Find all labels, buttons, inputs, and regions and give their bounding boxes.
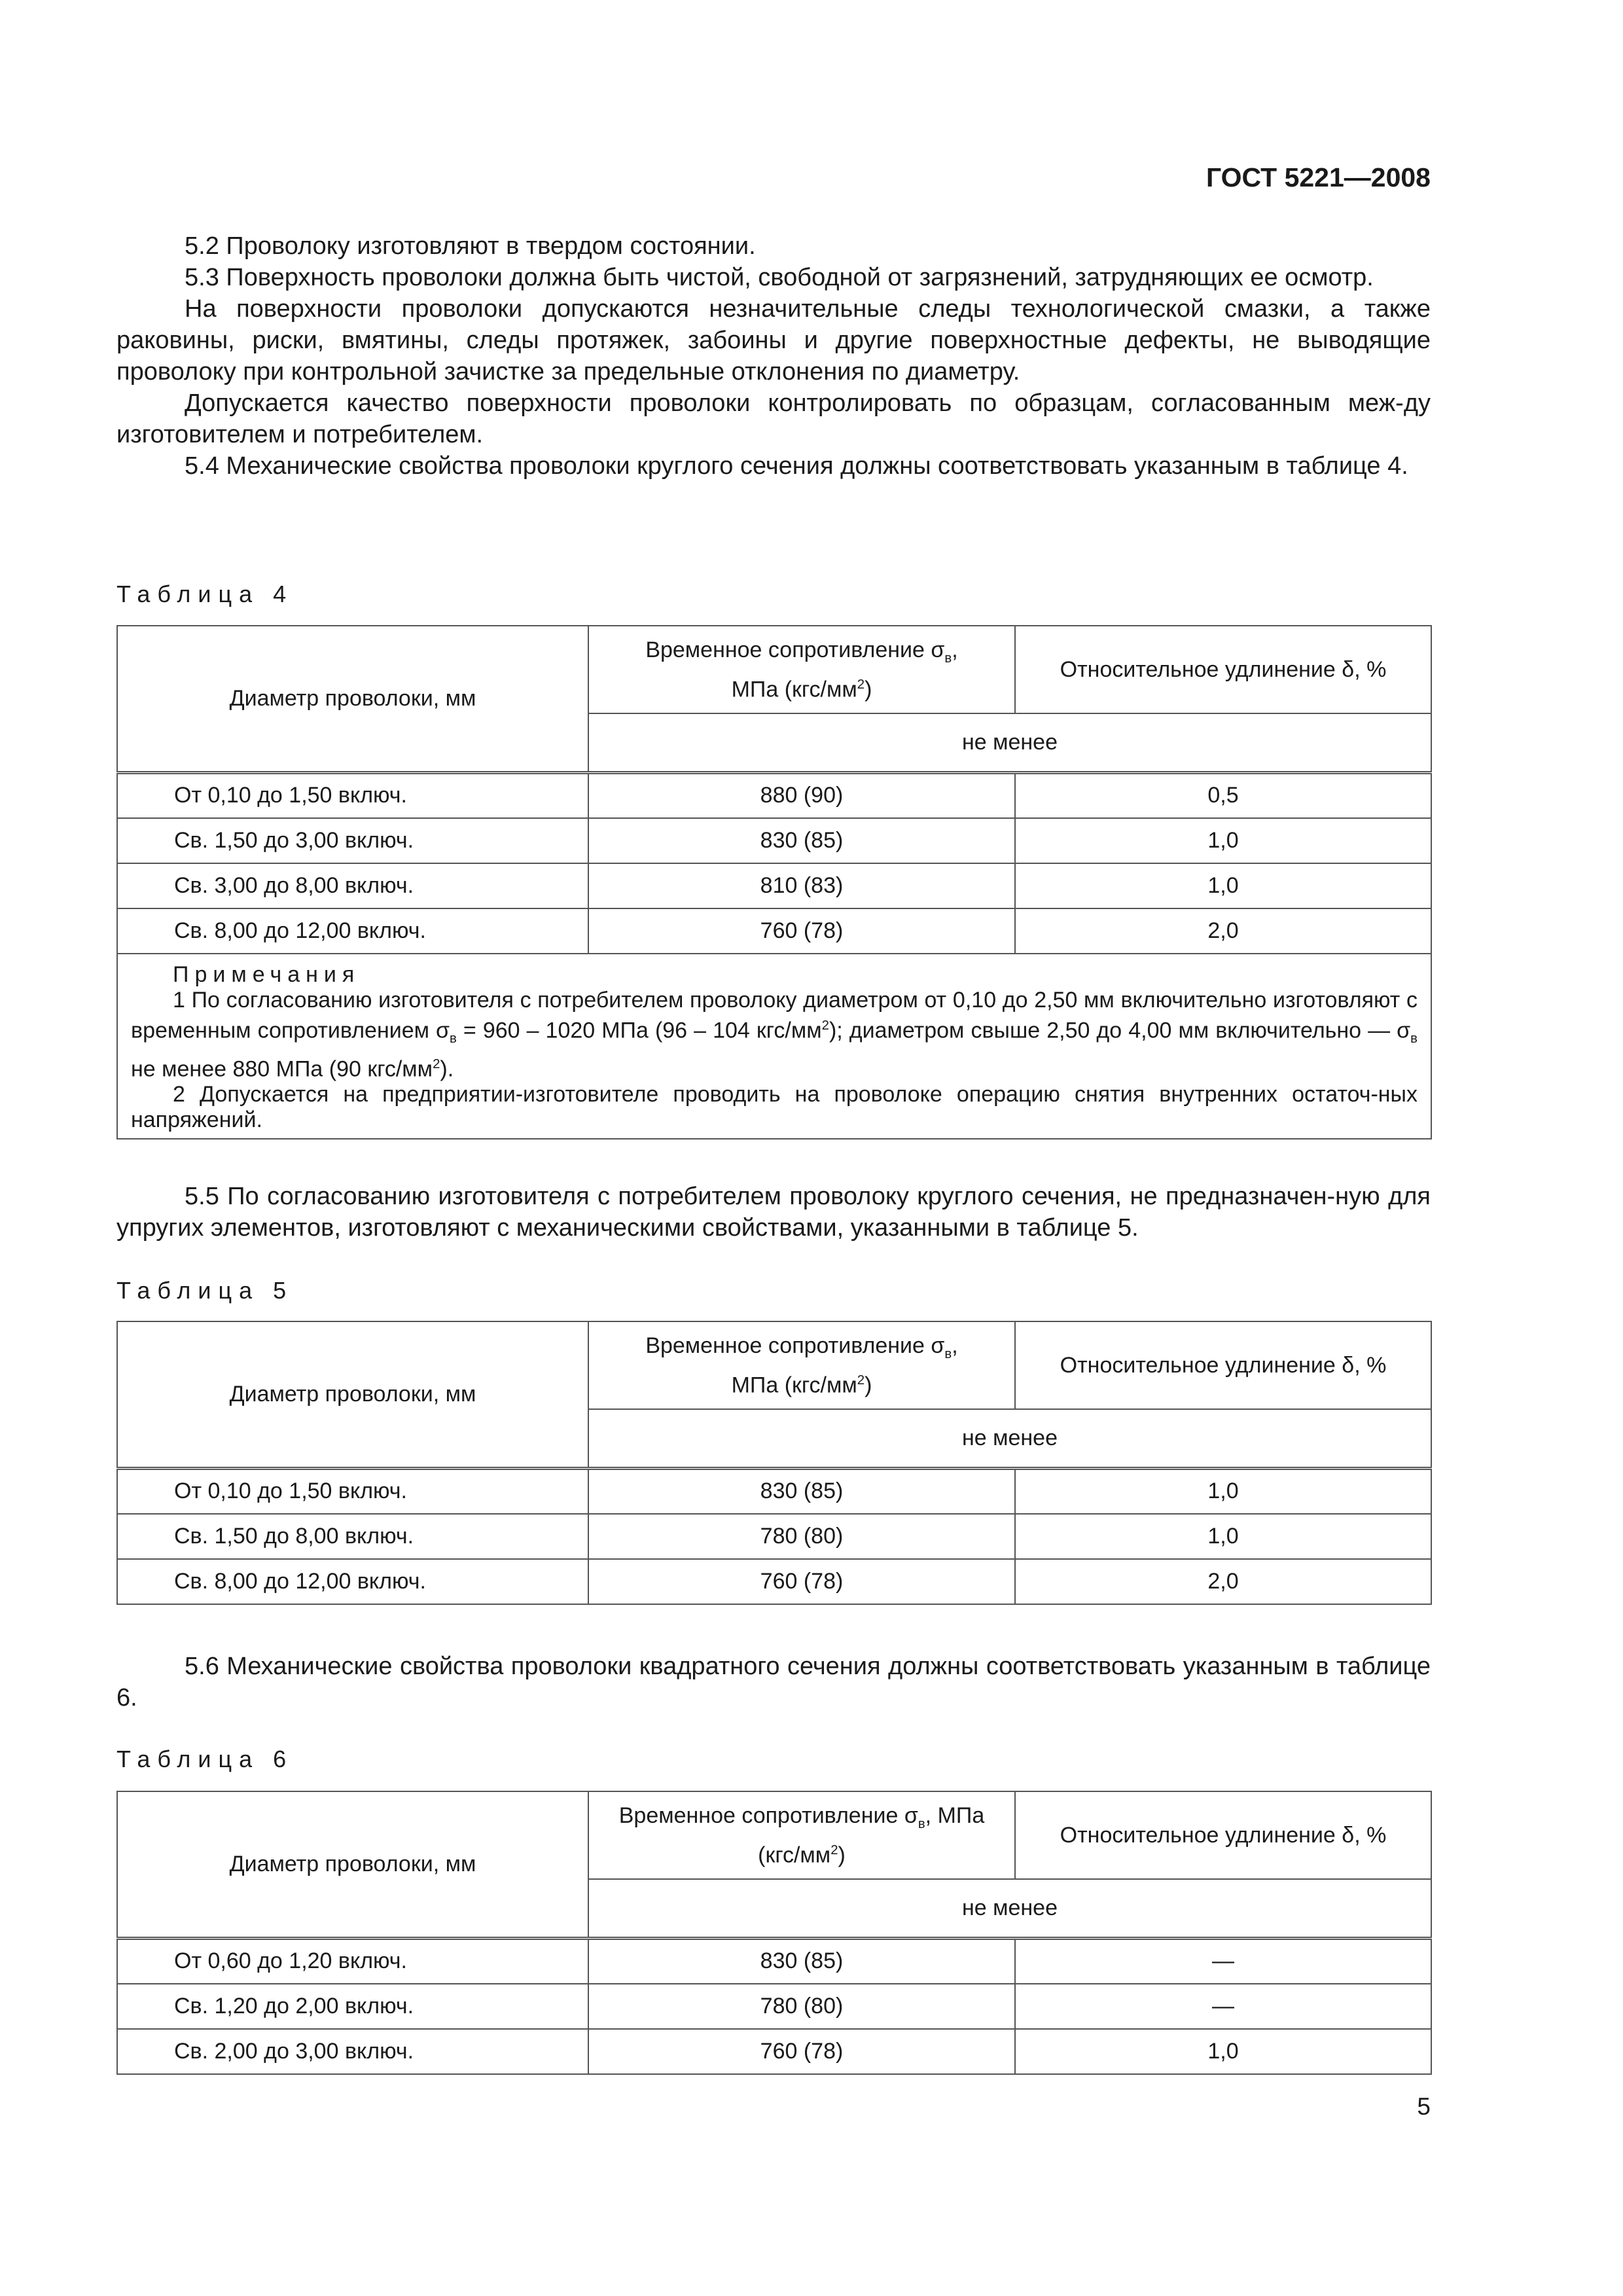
table6-header-elongation: Относительное удлинение δ, % (1015, 1791, 1431, 1879)
table4 (116, 625, 1432, 1139)
table5-header-elongation: Относительное удлинение δ, % (1015, 1321, 1431, 1409)
table4-header-diameter: Диаметр проволоки, мм (117, 626, 588, 772)
paragraphs-block-1 (116, 230, 1431, 482)
table6-caption: Таблица 6 (116, 1746, 294, 1772)
table-row: От 0,10 до 1,50 включ. 830 (85) 1,0 (117, 1468, 1431, 1514)
paragraph-5-3: 5.3 Поверхность проволоки должна быть чистой, свободной от загрязнений, затрудняющих ее осмотр. (185, 264, 1374, 291)
notes-title: Примечания (173, 962, 361, 987)
paragraph-5-3-defects: На поверхности проволоки допускаются незначительные следы технологической смазки, а также раковины, риски, вмятины, следы протяжек, забоины и другие поверхностные дефекты, не выводящие проволоку при контрольной зачистке за предельные отклонения по диаметру. (116, 295, 1431, 386)
document-code: ГОСТ 5221—2008 (1205, 162, 1431, 192)
table5 (116, 1321, 1432, 1605)
table4-notes (117, 954, 1431, 1139)
note-2: 2 Допускается на предприятии-изготовителе проводить на проволоке операцию снятия внутренних остаточ-ных напряжений. (131, 1082, 1418, 1133)
paragraph-5-4: 5.4 Механические свойства проволоки круглого сечения должны соответствовать указанным в таблице 4. (185, 452, 1408, 480)
table4-header-strength: Временное сопротивление $\sigma_в$, МПа $(кгс/мм^2)$ (588, 626, 1015, 713)
paragraph-5-5-block (116, 1181, 1431, 1244)
table-row: Св. 8,00 до 12,00 включ. 760 (78) 2,0 (117, 1559, 1431, 1604)
table5-caption: Таблица 5 (116, 1277, 294, 1304)
paragraph-5-6: 5.6 Механические свойства проволоки квадратного сечения должны соответствовать указанным в таблице 6. (116, 1653, 1431, 1712)
table4-subheader: не менее (588, 713, 1431, 772)
table6-header-diameter: Диаметр проволоки, мм (117, 1791, 588, 1938)
table4-header-elongation: Относительное удлинение δ, % (1015, 626, 1431, 713)
table5-subheader: не менее (588, 1409, 1431, 1468)
table-row: От 0,60 до 1,20 включ. 830 (85) — (117, 1938, 1431, 1984)
paragraph-5-3-samples: Допускается качество поверхности проволоки контролировать по образцам, согласованным меж-ду изготовителем и потребителем. (116, 389, 1431, 448)
table6-header-strength: Временное сопротивление $\sigma_в$, МПа $(кгс/мм^2)$ (588, 1791, 1015, 1879)
table-row: От 0,10 до 1,50 включ. 880 (90) 0,5 (117, 772, 1431, 818)
table-row: Св. 3,00 до 8,00 включ. 810 (83) 1,0 (117, 863, 1431, 908)
paragraph-5-5: 5.5 По согласованию изготовителя с потребителем проволоку круглого сечения, не предназначен-ную для упругих элементов, изготовляют с механическими свойствами, указанными в таблице 5. (116, 1183, 1431, 1242)
table6 (116, 1791, 1432, 2075)
page-number: 5 (1417, 2093, 1431, 2120)
paragraph-5-2: 5.2 Проволоку изготовляют в твердом состоянии. (185, 232, 756, 260)
table-row: Св. 1,20 до 2,00 включ. 780 (80) — (117, 1984, 1431, 2029)
table5-header-strength: Временное сопротивление $\sigma_в$, МПа $(кгс/мм^2)$ (588, 1321, 1015, 1409)
table4-caption: Таблица 4 (116, 581, 294, 607)
note-1: 1 По согласованию изготовителя с потребителем проволоку диаметром от 0,10 до 2,50 мм включительно изготовляют с временным сопротивлением $\sigma_в = 960 - 1020$ МПа (96 – 104 кгс/$мм^2$); диаметром свыше 2,50 до 4,00 мм включительно — $\sigma_в$ не менее 880 МПа (90 кгс/$мм^2$). (131, 988, 1418, 1082)
table-row: Св. 8,00 до 12,00 включ. 760 (78) 2,0 (117, 908, 1431, 954)
table5-header-diameter: Диаметр проволоки, мм (117, 1321, 588, 1468)
table-row: Св. 2,00 до 3,00 включ. 760 (78) 1,0 (117, 2029, 1431, 2074)
table6-subheader: не менее (588, 1879, 1431, 1938)
table-row: Св. 1,50 до 8,00 включ. 780 (80) 1,0 (117, 1514, 1431, 1559)
paragraph-5-6-block (116, 1651, 1431, 1713)
table-row: Св. 1,50 до 3,00 включ. 830 (85) 1,0 (117, 818, 1431, 863)
